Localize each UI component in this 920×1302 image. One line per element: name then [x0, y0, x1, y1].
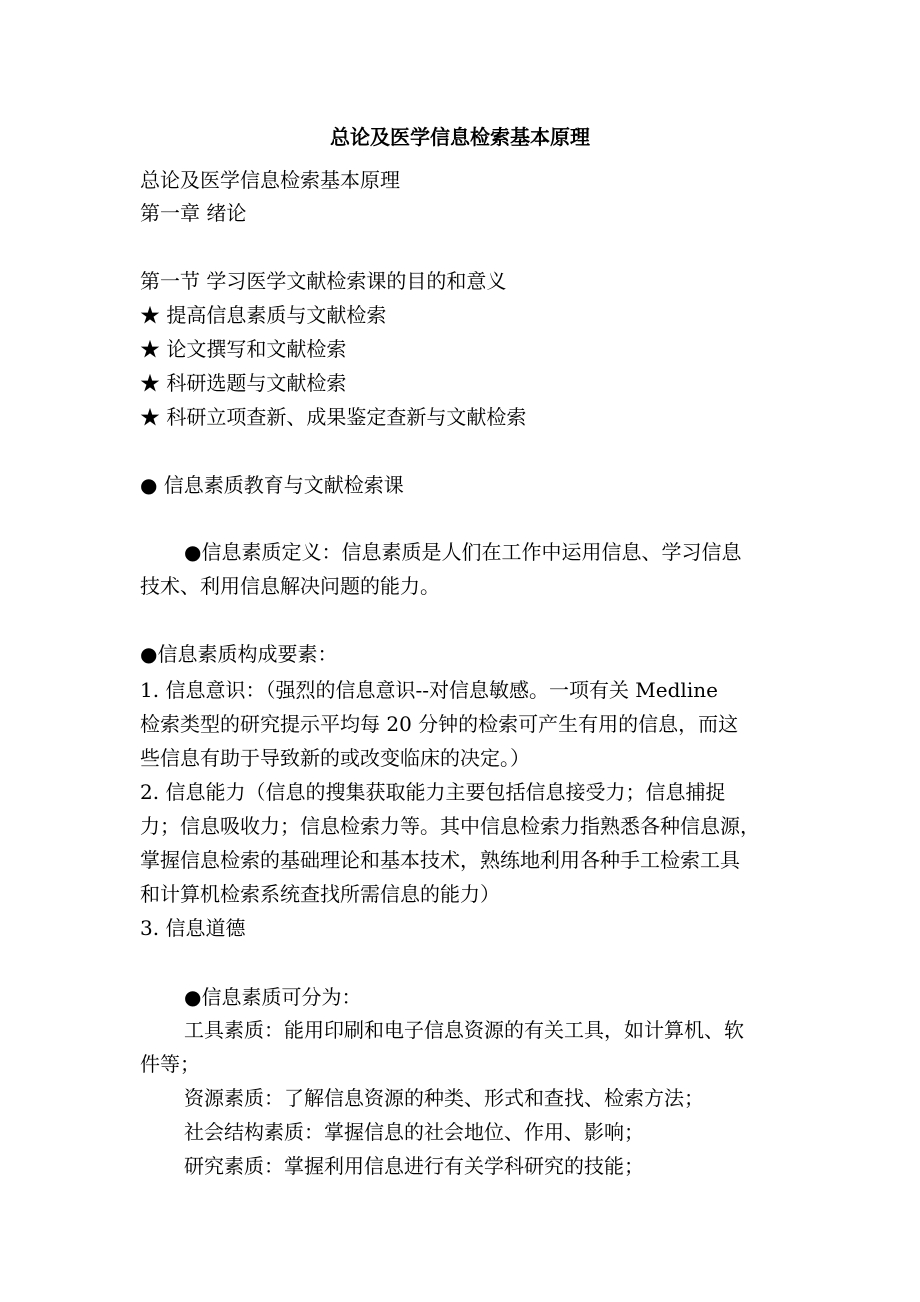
- star-item: ★ 科研选题与文献检索: [140, 371, 347, 395]
- list-item-line: 1. 信息意识：（强烈的信息意识--对信息敏感。一项有关 Medline: [140, 678, 718, 702]
- bullet-heading: ●信息素质构成要素：: [140, 642, 338, 666]
- chapter-heading: 第一章 绪论: [140, 201, 247, 225]
- list-item-line: 掌握信息检索的基础理论和基本技术，熟练地利用各种手工检索工具: [140, 848, 740, 872]
- paragraph-line: 技术、利用信息解决问题的能力。: [140, 574, 440, 598]
- star-item: ★ 论文撰写和文献检索: [140, 337, 347, 361]
- list-item-line: 2. 信息能力（信息的搜集获取能力主要包括信息接受力；信息捕捉: [140, 780, 726, 804]
- star-item: ★ 科研立项查新、成果鉴定查新与文献检索: [140, 405, 527, 429]
- paragraph-line: 社会结构素质：掌握信息的社会地位、作用、影响；: [184, 1120, 644, 1144]
- paragraph-line: 资源素质：了解信息资源的种类、形式和查找、检索方法；: [184, 1086, 704, 1110]
- list-item-line: 些信息有助于导致新的或改变临床的决定。）: [140, 746, 530, 770]
- list-item-line: 和计算机检索系统查找所需信息的能力）: [140, 882, 500, 906]
- document-title: 总论及医学信息检索基本原理: [330, 125, 590, 149]
- doc-heading: 总论及医学信息检索基本原理: [140, 168, 400, 192]
- list-item-line: 3. 信息道德: [140, 916, 246, 940]
- section-heading: 第一节 学习医学文献检索课的目的和意义: [140, 269, 507, 293]
- bullet-heading: ●信息素质可分为：: [184, 985, 362, 1009]
- paragraph-line: ●信息素质定义：信息素质是人们在工作中运用信息、学习信息: [184, 540, 742, 564]
- paragraph-line: 工具素质：能用印刷和电子信息资源的有关工具，如计算机、软: [184, 1018, 744, 1042]
- paragraph-line: 研究素质：掌握利用信息进行有关学科研究的技能；: [184, 1154, 644, 1178]
- paragraph-line: 件等；: [140, 1052, 200, 1076]
- list-item-line: 检索类型的研究提示平均每 20 分钟的检索可产生有用的信息，而这: [140, 712, 739, 736]
- bullet-heading: ● 信息素质教育与文献检索课: [140, 473, 404, 497]
- list-item-line: 力；信息吸收力；信息检索力等。其中信息检索力指熟悉各种信息源，: [140, 814, 760, 838]
- star-item: ★ 提高信息素质与文献检索: [140, 303, 387, 327]
